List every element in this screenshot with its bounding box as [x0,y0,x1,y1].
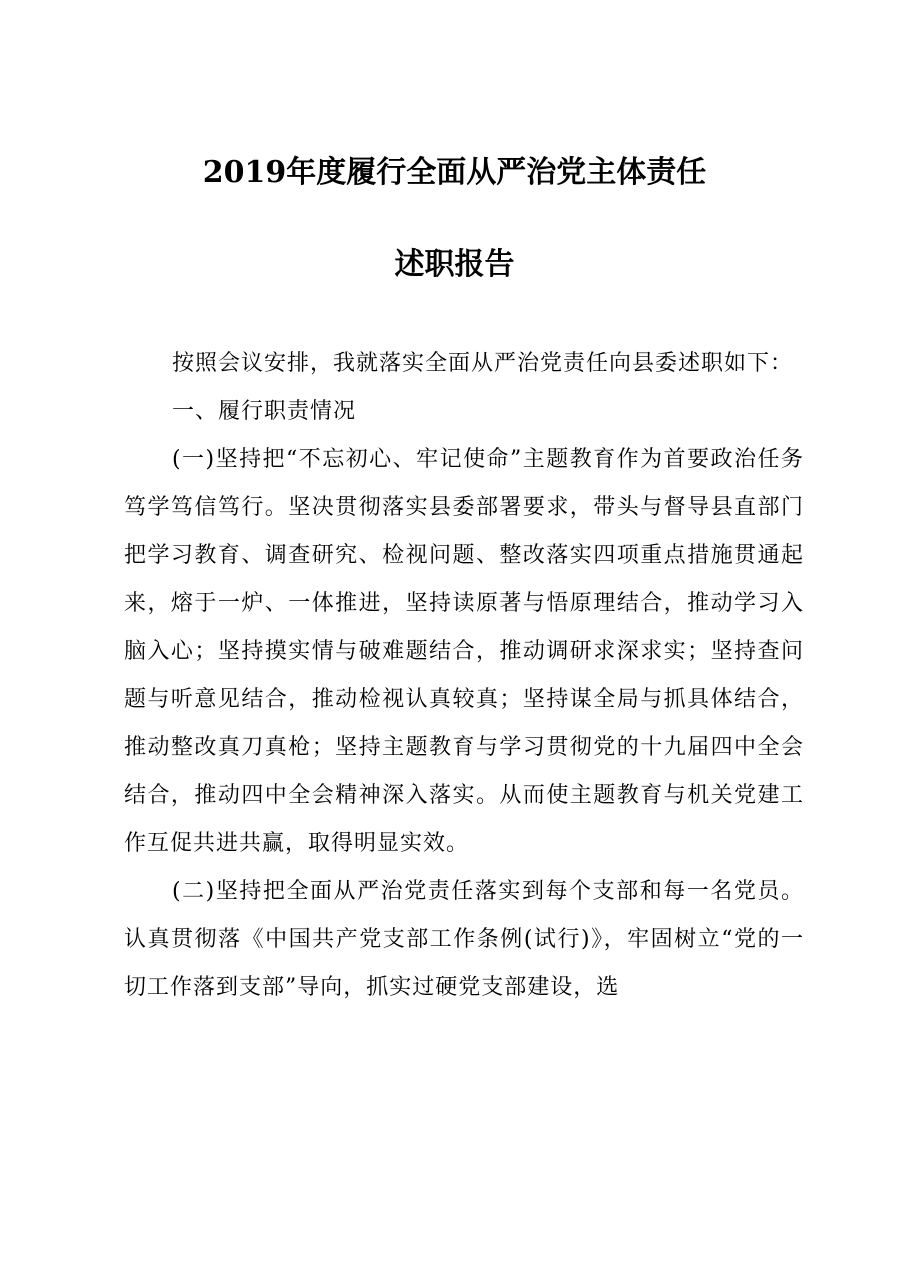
paragraph-item-2: (二)坚持把全面从严治党责任落实到每个支部和每一名党员。认真贯彻落《中国共产党支部工作条例(试行)》，牢固树立“党的一切工作落到支部”导向，抓实过硬党支部建设，选 [124,879,804,1000]
title-line-2: 述职报告 [394,247,515,282]
document-title [0,155,909,282]
title-line-1: 2019年度履行全面从严治党主体责任 [202,155,707,190]
paragraph-item-1: (一)坚持把“不忘初心、牢记使命”主题教育作为首要政治任务笃学笃信笃行。坚决贯彻落实县委部署要求，带头与督导县直部门把学习教育、调查研究、检视问题、整改落实四项重点措施贯通起来，熔于一炉、一体推进，坚持读原著与悟原理结合，推动学习入脑入心；坚持摸实情与破难题结合，推动调研求深求实；坚持查问题与听意见结合，推动检视认真较真；坚持谋全局与抓具体结合，推动整改真刀真枪；坚持主题教育与学习贯彻党的十九届四中全会结合，推动四中全会精神深入落实。从而使主题教育与机关党建工作互促共进共赢，取得明显实效。 [124,447,804,856]
document-body [124,340,804,1012]
section-heading-1: 一、履行职责情况 [172,399,357,424]
paragraph-intro: 按照会议安排，我就落实全面从严治党责任向县委述职如下： [172,351,794,376]
